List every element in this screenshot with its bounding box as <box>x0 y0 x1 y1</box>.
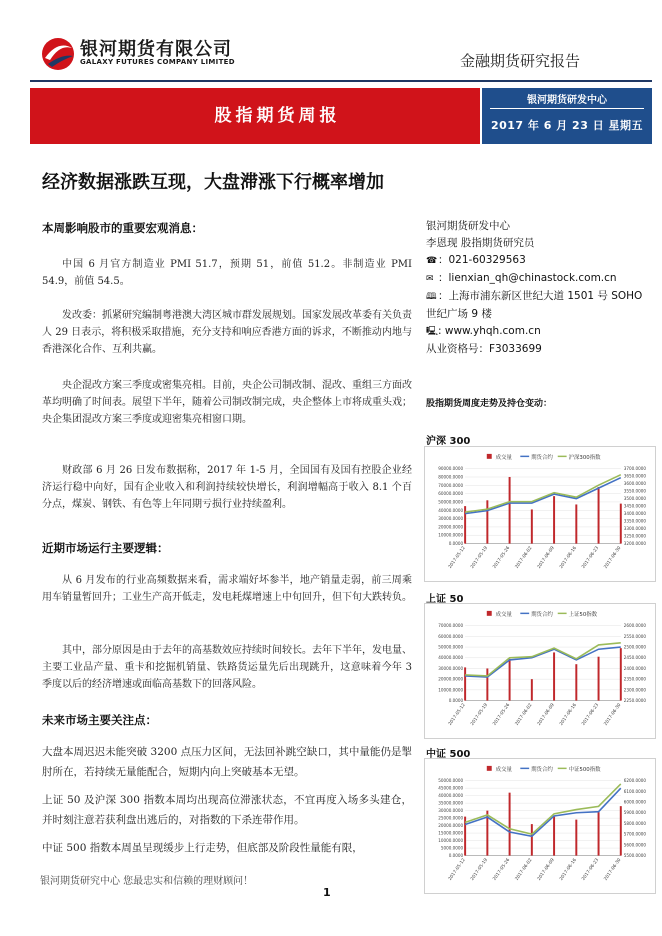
x-tick-label: 2017-06-02 <box>514 857 534 882</box>
y-left-tick-label: 15000.0000 <box>438 830 464 836</box>
bar <box>509 793 511 856</box>
chart-title-sz50: 上证 50 <box>426 594 464 605</box>
y-left-tick-label: 40000.0000 <box>438 507 464 513</box>
bar <box>531 824 533 855</box>
legend-label: 成交量 <box>495 611 512 618</box>
y-right-tick-label: 3650.0000 <box>623 473 647 479</box>
y-left-tick-label: 30000.0000 <box>438 808 464 814</box>
x-tick-label: 2017-06-30 <box>603 857 623 882</box>
x-tick-label: 2017-06-09 <box>536 702 556 727</box>
y-left-tick-label: 50000.0000 <box>438 499 464 505</box>
bar <box>620 806 622 855</box>
contact-analyst: 李恩现 股指期货研究员 <box>426 237 535 249</box>
y-left-tick-label: 10000.0000 <box>438 838 464 844</box>
bar <box>575 504 577 543</box>
y-right-tick-label: 3200.0000 <box>623 541 647 547</box>
header-divider <box>30 80 652 82</box>
x-tick-label: 2017-06-02 <box>514 702 534 727</box>
page-number: 1 <box>323 886 331 899</box>
y-right-tick-label: 3400.0000 <box>623 511 647 517</box>
y-left-tick-label: 30000.0000 <box>438 665 464 671</box>
contact-address-row <box>426 288 656 323</box>
y-right-tick-label: 5500.0000 <box>623 853 647 859</box>
contact-license: 从业资格号：F3033699 <box>426 343 542 355</box>
macro-paragraph-4: 财政部 6 月 26 日发布数据称，2017 年 1-5 月，全国国有及国有控股企业经济运行稳中向好，国有企业收入和利润持续较快增长，利润增幅高于收入 8.1 个百分点，煤炭、钢铁、有色等上年同期亏损行业持续盈利。 <box>42 465 412 510</box>
x-tick-label: 2017-05-12 <box>447 702 467 727</box>
future-paragraph-2: 上证 50 及沪深 300 指数本周均出现高位滞涨状态，不宜再度入场多头建仓，并时刻注意若获利盘出逃后的，对指数的下杀连带作用。 <box>42 794 412 826</box>
y-left-tick-label: 25000.0000 <box>438 815 464 821</box>
report-headline: 经济数据涨跌互现，大盘滞涨下行概率增加 <box>42 172 384 193</box>
legend-swatch <box>487 454 492 459</box>
chart-title-zz500: 中证 500 <box>426 749 471 760</box>
y-right-tick-label: 5600.0000 <box>623 842 647 848</box>
company-name-cn: 银河期货有限公司 <box>80 39 232 60</box>
macro-paragraph-3: 央企混改方案三季度或密集亮相。目前，央企公司制改制、混改、重组三方面改革均明确了时间表。展望下半年，随着公司制改制完成，央企整体上市将成重头戏；央企集团混改方案三季度或迎密集亮相窗口期。 <box>42 380 412 425</box>
department-name: 银河期货研发中心 <box>527 95 607 106</box>
x-tick-label: 2017-05-19 <box>470 702 489 727</box>
y-left-tick-label: 20000.0000 <box>438 823 464 829</box>
date-banner <box>482 88 652 144</box>
y-right-tick-label: 2450.0000 <box>623 655 647 661</box>
x-tick-label: 2017-05-26 <box>492 857 512 882</box>
bar <box>531 509 533 543</box>
legend-label: 成交量 <box>495 766 512 773</box>
y-left-tick-label: 0.0000 <box>448 541 464 547</box>
bar <box>553 817 555 856</box>
legend-label: 期货合约 <box>531 766 553 773</box>
email-icon: ✉ <box>426 274 434 284</box>
future-focus-heading: 未来市场主要关注点： <box>42 713 157 727</box>
x-tick-label: 2017-06-16 <box>559 702 578 727</box>
y-left-tick-label: 45000.0000 <box>438 785 464 791</box>
x-tick-label: 2017-05-19 <box>470 857 489 882</box>
y-right-tick-label: 3450.0000 <box>623 503 647 509</box>
series-line <box>465 647 621 677</box>
future-paragraph-1: 大盘本周迟迟未能突破 3200 点压力区间，无法回补跳空缺口，其中量能仍是掣肘所在，若持续无量能配合，短期内向上突破基本无望。 <box>42 746 412 778</box>
contact-email[interactable]: ：lienxian_qh@chinastock.com.cn <box>438 272 617 284</box>
y-left-tick-label: 35000.0000 <box>438 800 464 806</box>
y-right-tick-label: 3600.0000 <box>623 481 647 487</box>
y-right-tick-label: 6000.0000 <box>623 799 647 805</box>
company-name-en: GALAXY FUTURES COMPANY LIMITED <box>80 58 235 66</box>
x-tick-label: 2017-05-26 <box>492 545 512 570</box>
footer-slogan: 银河期货研究中心 您最忠实和信赖的理财顾问！ <box>40 876 254 887</box>
legend-label: 上证50指数 <box>568 611 598 618</box>
contact-card <box>426 218 656 358</box>
x-tick-label: 2017-06-16 <box>559 857 578 882</box>
y-left-tick-label: 0.0000 <box>448 698 464 704</box>
x-tick-label: 2017-06-23 <box>581 545 601 570</box>
bar <box>598 812 600 855</box>
x-tick-label: 2017-06-09 <box>536 545 556 570</box>
y-right-tick-label: 5900.0000 <box>623 810 647 816</box>
contact-address: ：上海市浦东新区世纪大道 1501 号 SOHO 世纪广场 9 楼 <box>426 290 643 320</box>
x-tick-label: 2017-06-23 <box>581 702 601 727</box>
bar <box>598 657 600 701</box>
x-tick-label: 2017-05-19 <box>470 545 489 570</box>
chart-zz500 <box>424 758 656 894</box>
x-tick-label: 2017-06-30 <box>603 702 623 727</box>
legend-label: 沪深300指数 <box>568 454 601 461</box>
legend-label: 期货合约 <box>531 454 553 461</box>
legend-swatch <box>487 611 492 616</box>
y-left-tick-label: 40000.0000 <box>438 655 464 661</box>
bar <box>486 668 488 700</box>
report-type: 金融期货研究报告 <box>459 52 580 70</box>
y-left-tick-label: 50000.0000 <box>438 644 464 650</box>
x-tick-label: 2017-06-09 <box>536 857 556 882</box>
y-right-tick-label: 3550.0000 <box>623 488 647 494</box>
macro-paragraph-2: 发改委：抓紧研究编制粤港澳大湾区城市群发展规划。国家发展改革委有关负责人 29 日表示，将积极采取措施，充分支持和响应香港方面的诉求，不断推动内地与香港深化合作、互利共赢。 <box>42 310 412 355</box>
y-right-tick-label: 2600.0000 <box>623 623 647 629</box>
contact-web-row <box>426 323 656 341</box>
y-right-tick-label: 3250.0000 <box>623 533 647 539</box>
galaxy-logo-icon <box>40 36 76 72</box>
y-right-tick-label: 5700.0000 <box>623 831 647 837</box>
charts-section-heading: 股指期货周度走势及持仓变动： <box>426 399 553 409</box>
legend-swatch <box>487 766 492 771</box>
y-right-tick-label: 3300.0000 <box>623 526 647 532</box>
legend-label: 期货合约 <box>531 611 553 618</box>
x-tick-label: 2017-05-12 <box>447 545 467 570</box>
y-right-tick-label: 3350.0000 <box>623 518 647 524</box>
x-tick-label: 2017-06-02 <box>514 545 534 570</box>
y-right-tick-label: 2250.0000 <box>623 698 647 704</box>
bar <box>486 500 488 543</box>
contact-center: 银河期货研发中心 <box>426 220 510 232</box>
logic-paragraph-2: 其中，部分原因是由于去年的高基数效应持续时间较长。去年下半年，发电量、主要工业品产量、重卡和挖掘机销量、铁路货运量先后出现跳升，这意味着今年 3 季度以后的经济增速或面临高基数下的回落风险。 <box>42 645 412 690</box>
bar <box>575 664 577 700</box>
chart-sz50 <box>424 603 656 739</box>
bar <box>509 659 511 701</box>
y-right-tick-label: 2400.0000 <box>623 665 647 671</box>
legend-label: 成交量 <box>495 454 512 461</box>
bar <box>531 679 533 700</box>
y-left-tick-label: 60000.0000 <box>438 633 464 639</box>
y-right-tick-label: 2350.0000 <box>623 676 647 682</box>
x-tick-label: 2017-05-26 <box>492 702 512 727</box>
bar <box>620 648 622 700</box>
series-line <box>465 475 621 512</box>
y-left-tick-label: 30000.0000 <box>438 516 464 522</box>
contact-phone-row <box>426 252 656 270</box>
chart-hs300 <box>424 446 656 582</box>
legend-label: 中证500指数 <box>568 766 601 773</box>
y-left-tick-label: 80000.0000 <box>438 474 464 480</box>
bar <box>553 652 555 700</box>
y-left-tick-label: 20000.0000 <box>438 524 464 530</box>
chart-title-hs300: 沪深 300 <box>426 436 471 447</box>
y-right-tick-label: 3500.0000 <box>623 496 647 502</box>
contact-website[interactable]: : www.yhqh.com.cn <box>438 325 541 337</box>
y-left-tick-label: 10000.0000 <box>438 532 464 538</box>
y-left-tick-label: 70000.0000 <box>438 482 464 488</box>
x-tick-label: 2017-06-30 <box>603 545 623 570</box>
y-left-tick-label: 20000.0000 <box>438 676 464 682</box>
y-right-tick-label: 6100.0000 <box>623 788 647 794</box>
series-line <box>465 788 621 836</box>
book-icon: 🕮 <box>426 292 437 302</box>
y-left-tick-label: 50000.0000 <box>438 778 464 784</box>
y-right-tick-label: 6200.0000 <box>623 778 647 784</box>
company-logo <box>40 34 240 74</box>
future-paragraph-3: 中证 500 指数本周虽呈现缓步上行走势，但底部及阶段性量能有限， <box>42 842 363 854</box>
contact-phone: ：021-60329563 <box>438 254 526 266</box>
banner-divider <box>490 108 644 109</box>
bar <box>553 496 555 543</box>
market-logic-heading: 近期市场运行主要逻辑： <box>42 541 169 555</box>
banner-title: 股指期货周报 <box>214 106 341 126</box>
bar <box>620 504 622 544</box>
bar <box>464 667 466 700</box>
bar <box>575 820 577 856</box>
x-tick-label: 2017-05-12 <box>447 857 467 882</box>
bar <box>598 487 600 544</box>
y-left-tick-label: 60000.0000 <box>438 491 464 497</box>
logic-paragraph-1: 从 6 月发布的行业高频数据来看，需求端好坏参半，地产销量走弱，前三周乘用车销量暂回升；工业生产高开低走，发电耗煤增速上中旬回升，但下旬大跌转负。 <box>42 575 412 603</box>
y-right-tick-label: 2300.0000 <box>623 687 647 693</box>
bar <box>509 477 511 544</box>
contact-email-row <box>426 270 656 288</box>
y-left-tick-label: 70000.0000 <box>438 623 464 629</box>
y-right-tick-label: 3700.0000 <box>623 466 647 472</box>
macro-news-heading: 本周影响股市的重要宏观消息： <box>42 221 203 235</box>
title-banner <box>30 88 480 144</box>
y-left-tick-label: 0.0000 <box>448 853 464 859</box>
phone-icon: ☎ <box>426 256 438 266</box>
y-right-tick-label: 2550.0000 <box>623 633 647 639</box>
x-tick-label: 2017-06-16 <box>559 545 578 570</box>
x-tick-label: 2017-06-23 <box>581 857 601 882</box>
monitor-icon: 🖳 <box>426 327 439 337</box>
y-right-tick-label: 2500.0000 <box>623 644 647 650</box>
report-date: 2017 年 6 月 23 日 星期五 <box>490 119 644 132</box>
y-left-tick-label: 90000.0000 <box>438 466 464 472</box>
series-line <box>465 643 621 676</box>
y-left-tick-label: 40000.0000 <box>438 793 464 799</box>
y-right-tick-label: 5800.0000 <box>623 820 647 826</box>
macro-paragraph-1: 中国 6 月官方制造业 PMI 51.7，预期 51，前值 51.2。非制造业 PMI 54.9，前值 54.5。 <box>42 259 412 287</box>
y-left-tick-label: 5000.0000 <box>440 845 464 851</box>
y-left-tick-label: 10000.0000 <box>438 687 464 693</box>
